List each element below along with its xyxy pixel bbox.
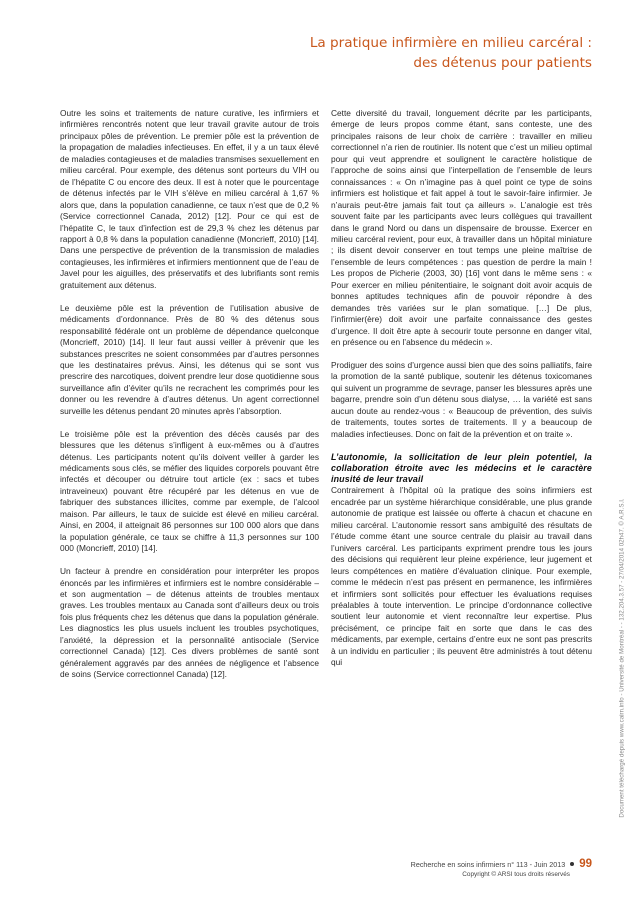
left-paragraph-3: Le troisième pôle est la prévention des décès causés par des blessures que les détenus s’infligent à eux-mêmes ou à d’autres détenus. Les participants notent qu’ils doivent veiller à garder les médicaments sous clés, se méfier des liquides corporels pouvant être infectés et découper ou détruire tout article (ex : sacs et tubes intraveineux) pouvant être récupéré par les détenus en vue de fabriquer des substances illicites, comme par exemple, de l’alcool maison. Par ailleurs, le taux de suicide est élevé en milieu carcéral. Ainsi, en 2004, il atteignait 86 personnes sur 100 000 alors que dans la population générale, ce taux se chiffre à 11,3 personnes sur 100 000 (Moncrieff, 2010) [14]. — [60, 428, 319, 554]
article-title — [310, 33, 592, 73]
article-title-line-2: des détenus pour patients — [413, 55, 592, 71]
left-column — [60, 108, 319, 681]
bullet-icon — [570, 862, 574, 866]
right-paragraph-2: Prodiguer des soins d’urgence aussi bien que des soins palliatifs, faire la promotion de la santé publique, soutenir les détenus toxicomanes qui suivent un programme de sevrage, panser les blessures après une bagarre, prendre soin d’un détenu sous dialyse, … la variété est sans aucun doute au rendez-vous : « Beaucoup de prévention, des suivis de traitements, toutes sortes de traitements. Il y a beaucoup de maladies infectieuses. Donc on fait de la prévention et on traite ». — [331, 359, 592, 439]
copyright-notice: Copyright © ARSI tous droits réservés — [462, 871, 570, 878]
page-number: 99 — [579, 858, 592, 870]
left-paragraph-2: Le deuxième pôle est la prévention de l’utilisation abusive de médicaments d’ordonnance. Près de 80 % des détenus sous responsabilité fédérale ont un problème de dépendance quelconque (Moncrieff, 2010) [14]. Il leur faut aussi veiller à prévenir que les substances prescrites ne soient consommées par d’autres personnes que les destinataires prévus. Ainsi, les détenus qui se sont vus prescrire des narcotiques, doivent prendre leur dose quotidienne sous surveillance afin d’éviter qu’ils ne recrachent les comprimés pour les donner ou les revendre à d’autres détenus. Un agent correctionnel surveille les détenus pendant 20 minutes après l’absorption. — [60, 302, 319, 416]
page-footer — [411, 858, 592, 878]
article-title-line-1: La pratique infirmière en milieu carcéral : — [309, 35, 592, 51]
download-watermark — [618, 468, 626, 848]
left-paragraph-4: Un facteur à prendre en considération pour interpréter les propos énoncés par les infirmières et infirmiers est le nombre considérable – et son augmentation – de détenus atteints de troubles mentaux graves. Les troubles mentaux au Canada sont d’ailleurs deux ou trois fois plus fréquents chez les détenus que dans la population générale. Les diagnostics les plus usuels incluent les troubles psychotiques, l’anxiété, la dépression et la personnalité antisociale (Service correctionnel Canada) [12]. Ces divers problèmes de santé sont généralement aggravés par des années de négligence et l’absence de soins (Service correctionnel Canada) [12]. — [60, 566, 319, 680]
journal-citation: Recherche en soins infirmiers n° 113 - Juin 2013 — [410, 859, 566, 869]
right-paragraph-3: Contrairement à l’hôpital où la pratique des soins infirmiers est encadrée par un système hiérarchique considérable, une plus grande autonomie de pratique est laissée ou offerte à chacun et chacune en milieu carcéral. L’autonomie ressort sans ambiguïté des résultats de l’étude comme étant une source centrale du plaisir au travail dans l’univers carcéral. Les participants expriment prendre tous les jours des décisions qui requièrent leur pleine expérience, leur jugement et leurs compétences en matière d’évaluation clinique. Pour exemple, comme le médecin n’est pas présent en permanence, les infirmières et infirmiers sont sollicités pour effectuer les évaluations requises préalables à toute intervention. Le principe d’ordonnance collective soutient leur autonomie et vient reconnaître leur expertise. Plus précisément, ce principe fait en sorte que dans le cas des médicaments, par exemple, certains d’entre eux ne sont pas prescrits à un individu en particulier ; ils peuvent être administrés à tout détenu qui — [331, 485, 592, 668]
right-paragraph-1: Cette diversité du travail, longuement décrite par les participants, émerge de leurs propos comme étant, sans conteste, une des principales raisons de leur choix de carrière : travailler en milieu correctionnel n’a rien de routinier. Ils notent que c’est un milieu optimal pour qui veut apprendre et soulignent le caractère holistique de l’approche de soins ainsi que l’interpellation de l’ensemble de leurs connaissances : « On n’imagine pas à quel point ce type de soins infirmiers est holistique et fait appel à tout le savoir-faire infirmier. Je n’aurais peut-être jamais fait tout ça ailleurs ». L’analogie est très souvent faite par les participants avec leurs collègues qui travaillent dans le grand Nord ou dans un dispensaire de brousse. Exercer en milieu carcéral revient, pour eux, à travailler dans un hôpital miniature ; ils disent devoir conserver en tout temps une pleine maîtrise de l’ensemble de leurs compétences : pas question de perdre la main ! Les propos de Picherie (2003, 30) [16] vont dans le même sens : « Pour exercer en milieu pénitentiaire, le soignant doit avoir acquis de bonnes aptitudes techniques afin de pouvoir répondre à des demandes très variées sur le plan somatique. […] De plus, l’infirmier(ère) doit avoir une parfaite connaissance des gestes d’urgence. Il doit être apte à secourir toute personne en danger vital, en présence ou en l’absence du médecin ». — [331, 108, 592, 348]
download-watermark-text: Document téléchargé depuis www.cairn.info - Université de Montréal - - 132.204.3.57 - 27/04/2014 02h47. © A.R.S.I. — [618, 498, 626, 818]
left-paragraph-1: Outre les soins et traitements de nature curative, les infirmiers et infirmières rencontrés notent que leur travail gravite autour de trois principaux pôles de prévention. Le premier pôle est la prévention de la propagation de maladies infectieuses. En effet, il y a un taux élevé de maladies contagieuses et de maladies transmises sexuellement en milieu carcéral. Pour exemple, des détenus sont porteurs du VIH ou de l’hépatite C ou encore des deux. Il est à noter que le pourcentage de détenus infectés par le VIH s’élève en milieu carcéral à 1,67 % alors que, dans la population canadienne, ce taux n’est que de 0,2 % (Service correctionnel Canada, 2012) [12]. Pour ce qui est de l’hépatite C, le taux d’infection est de 29,3 % chez les détenus par rapport à 0,8 % dans la population canadienne (Moncrieff, 2010) [14]. Dans une perspective de prévention de la transmission de maladies contagieuses, les infirmières et infirmiers mentionnent que de l’eau de Javel pour les aiguilles, des préservatifs et des lubrifiants sont remis gratuitement aux détenus. — [60, 108, 319, 290]
right-column — [331, 108, 592, 669]
section-heading: L’autonomie, la sollicitation de leur plein potentiel, la collaboration étroite avec les médecins et le caractère inusité de leur travail — [331, 451, 592, 485]
